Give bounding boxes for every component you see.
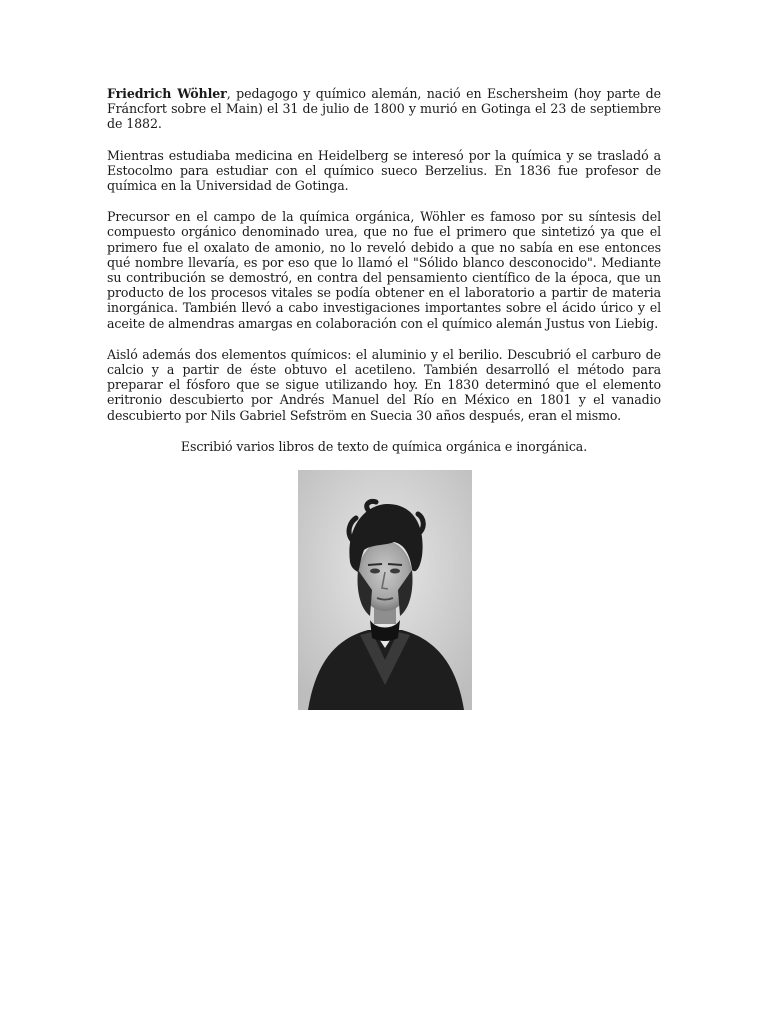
paragraph-elements: Aisló además dos elementos químicos: el aluminio y el berilio. Descubrió el carburo de calcio y a partir de éste obtuvo el acetileno. También desarrolló el método para preparar el fósforo que se sigue utilizando hoy. En 1830 determinó que el elemento eritronio descubierto por Andrés Manuel del Río en México en 1801 y el vanadio descubierto por Nils Gabriel Sefström en Suecia 30 años después, eran el mismo. — [107, 346, 661, 423]
intro-text: , pedagogo y químico alemán, nació en Eschersheim (hoy parte de Fráncfort sobre el Main) el 31 de julio de 1800 y murió en Gotinga el 23 de septiembre de 1882. — [107, 86, 661, 132]
paragraph-intro — [107, 86, 661, 132]
person-name: Friedrich Wöhler — [107, 86, 227, 101]
portrait-illustration — [298, 470, 472, 710]
paragraph-books: Escribió varios libros de texto de química orgánica e inorgánica. — [180, 438, 588, 454]
document-page — [107, 86, 661, 454]
paragraph-organic-chemistry: Precursor en el campo de la química orgánica, Wöhler es famoso por su síntesis del compuesto orgánico denominado urea, que no fue el primero que sintetizó ya que el primero fue el oxalato de amonio, no lo reveló debido a que no sabía en ese entonces qué nombre llevaría, es por eso que lo llamó el "Sólido blanco desconocido". Mediante su contribución se demostró, en contra del pensamiento científico de la época, que un producto de los procesos vitales se podía obtener en el laboratorio a partir de materia inorgánica. También llevó a cabo investigaciones importantes sobre el ácido úrico y el aceite de almendras amargas en colaboración con el químico alemán Justus von Liebig. — [107, 209, 661, 331]
portrait-photo — [298, 470, 472, 710]
paragraph-studies: Mientras estudiaba medicina en Heidelberg se interesó por la química y se trasladó a Estocolmo para estudiar con el químico sueco Berzelius. En 1836 fue profesor de química en la Universidad de Gotinga. — [107, 147, 661, 194]
